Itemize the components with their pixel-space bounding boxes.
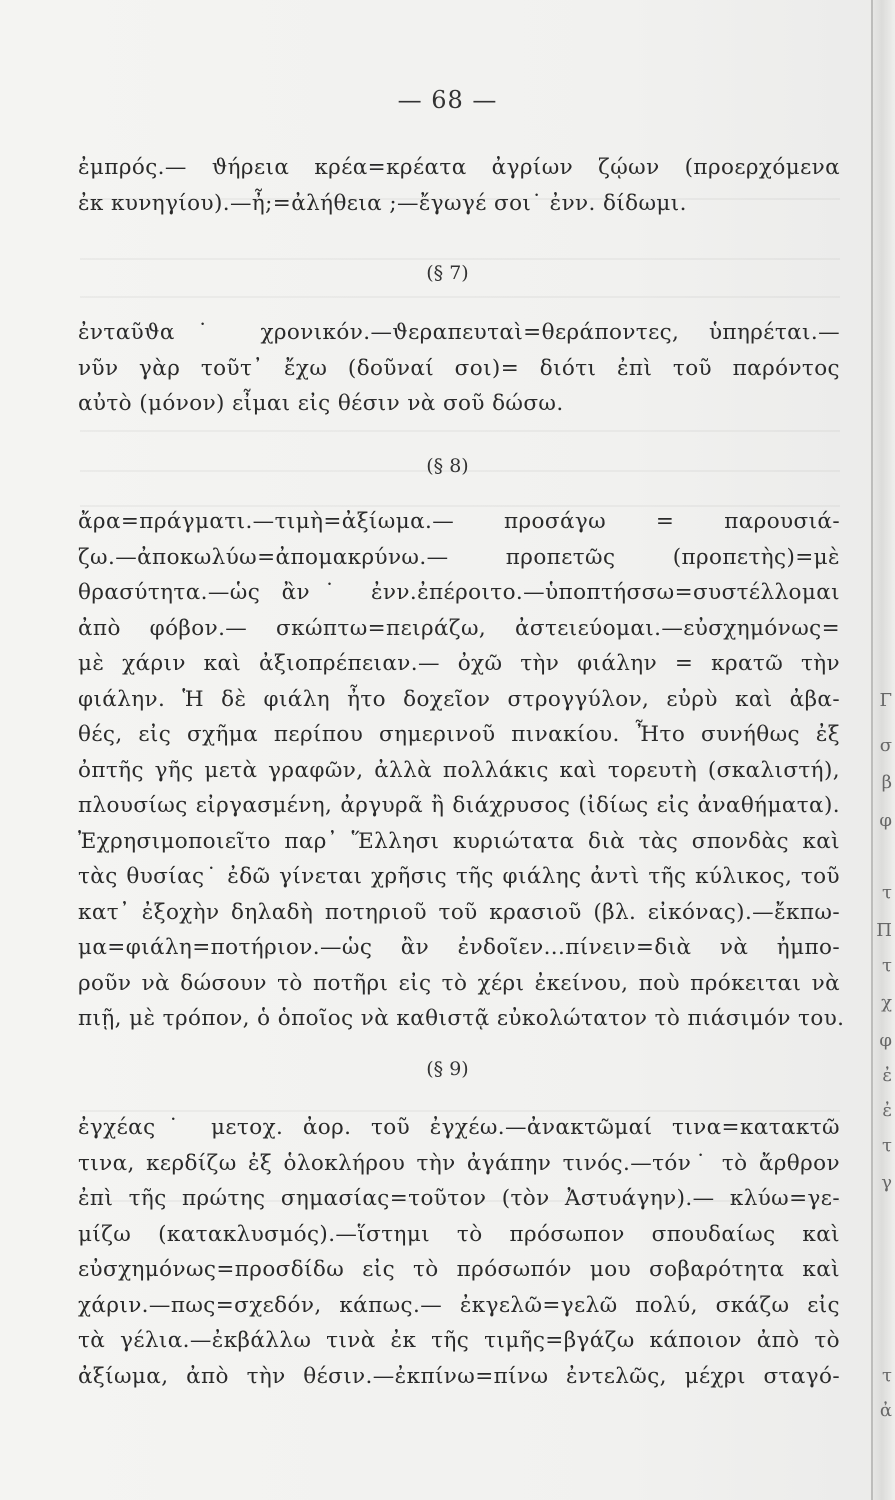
text-line: μὲ χάριν καὶ ἀξιοπρέπειαν.— ὀχῶ τὴν φιάλην = κρατῶ τὴν bbox=[78, 651, 840, 676]
text-line: κατ᾿ ἐξοχὴν δηλαδὴ ποτηριοῦ τοῦ κρασιοῦ (βλ. εἰκόνας).—ἔκπω- bbox=[78, 899, 840, 925]
section-heading-7: (§ 7) bbox=[426, 262, 469, 284]
text-line: πιῇ, μὲ τρόπον, ὁ ὁποῖος νὰ καθιστᾷ εὐκολώτατον τὸ πιάσιμόν του. bbox=[78, 1006, 845, 1031]
edge-letter: τ bbox=[882, 955, 892, 976]
edge-letter: τ bbox=[882, 882, 892, 903]
section-heading-9: (§ 9) bbox=[426, 1058, 469, 1080]
paragraph-intro bbox=[78, 150, 840, 221]
edge-letter: χ bbox=[881, 992, 892, 1013]
edge-letter: τ bbox=[882, 1135, 892, 1156]
facing-page-edge bbox=[871, 0, 895, 1500]
text-line: μα=φιάλη=ποτήριον.—ὡς ἂν ἐνδοῖεν...πίνειν=διὰ νὰ ἠμπο- bbox=[78, 935, 840, 960]
text-line: ἄρα=πράγματι.—τιμὴ=ἀξίωμα.— προσάγω = παρουσιά- bbox=[78, 509, 840, 534]
text-line: εὐσχημόνως=προσδίδω εἰς τὸ πρόσωπόν μου σοβαρότητα καὶ bbox=[78, 1257, 840, 1282]
text-line: πλουσίως εἰργασμένη, ἀργυρᾶ ἢ διάχρυσος (ἰδίως εἰς ἀναθήματα). bbox=[78, 793, 840, 818]
edge-letter: σ bbox=[879, 735, 892, 756]
text-line: θρασύτητα.—ὡς ἂν˙ ἐνν.ἐπέροιτο.—ὑποπτήσσω=συστέλλομαι bbox=[78, 580, 840, 605]
text-line: τινα, κερδίζω ἐξ ὁλοκλήρου τὴν ἀγάπην τινός.—τόν˙ τὸ ἄρθρον bbox=[78, 1150, 840, 1176]
text-line: ἀξίωμα, ἀπὸ τὴν θέσιν.—ἐκπίνω=πίνω ἐντελῶς, μέχρι σταγό- bbox=[78, 1363, 840, 1389]
section-heading-8: (§ 8) bbox=[426, 455, 469, 477]
text-line: Ἐχρησιμοποιεῖτο παρ᾿ Ἕλλησι κυριώτατα διὰ τὰς σπονδὰς καὶ bbox=[78, 828, 840, 854]
text-line: τὰς θυσίας˙ ἐδῶ γίνεται χρῆσις τῆς φιάλης ἀντὶ τῆς κύλικος, τοῦ bbox=[78, 864, 840, 889]
text-line: τὰ γέλια.—ἐκβάλλω τινὰ ἐκ τῆς τιμῆς=βγάζω κάποιον ἀπὸ τὸ bbox=[78, 1328, 840, 1353]
text-line: ἐπὶ τῆς πρώτης σημασίας=τοῦτον (τὸν Ἀστυάγην).— κλύω=γε- bbox=[78, 1186, 840, 1211]
edge-letter: Π bbox=[876, 920, 892, 941]
text-line: ἐκ κυνηγίου).—ἦ;=ἀλήθεια ;—ἔγωγέ σοι˙ ἐνν. δίδωμι. bbox=[78, 190, 687, 216]
section-7-body bbox=[78, 315, 840, 422]
text-line: μίζω (κατακλυσμός).—ἵστημι τὸ πρόσωπον σπουδαίως καὶ bbox=[78, 1221, 840, 1247]
text-line: φιάλην. Ἡ δὲ φιάλη ἦτο δοχεῖον στρογγύλον, εὐρὺ καὶ ἀβα- bbox=[78, 686, 840, 712]
text-line: ἐνταῦϑα˙ χρονικόν.—ϑεραπευταὶ=θεράποντες, ὑπηρέται.— bbox=[78, 320, 840, 345]
page-number: — 68 — bbox=[397, 86, 498, 114]
text-line: θές, εἰς σχῆμα περίπου σημερινοῦ πινακίου. Ἦτο συνήθως ἐξ bbox=[78, 722, 840, 747]
section-8-body bbox=[78, 504, 845, 1037]
text-line: νῦν γὰρ τοῦτ᾿ ἔχω (δοῦναί σοι)= διότι ἐπὶ τοῦ παρόντος bbox=[78, 355, 840, 381]
text-line: χάριν.—πως=σχεδόν, κάπως.— ἐκγελῶ=γελῶ πολύ, σκάζω εἰς bbox=[78, 1292, 840, 1318]
text-line: ζω.—ἀποκωλύω=ἀπομακρύνω.— προπετῶς (προπετὴς)=μὲ bbox=[78, 544, 840, 570]
edge-letter: φ bbox=[879, 810, 892, 831]
text-line: αὐτὸ (μόνον) εἶμαι εἰς θέσιν νὰ σοῦ δώσω. bbox=[78, 391, 564, 416]
edge-letter: φ bbox=[879, 1030, 892, 1051]
edge-letter: γ bbox=[881, 1172, 892, 1193]
text-line: ἀπὸ φόβον.— σκώπτω=πειράζω, ἀστειεύομαι.—εὐσχημόνως= bbox=[78, 615, 840, 641]
edge-letter: ἐ bbox=[882, 1065, 892, 1086]
edge-letter: ἐ bbox=[882, 1100, 892, 1121]
edge-letter: Γ bbox=[879, 690, 892, 711]
edge-letter: β bbox=[881, 772, 892, 793]
edge-letter: ἀ bbox=[879, 1400, 892, 1421]
text-line: ἐμπρός.— ϑήρεια κρέα=κρέατα ἀγρίων ζῴων (προερχόμενα bbox=[78, 155, 840, 180]
text-line: ὀπτῆς γῆς μετὰ γραφῶν, ἀλλὰ πολλάκις καὶ τορευτὴ (σκαλιστή), bbox=[78, 757, 840, 783]
section-9-body bbox=[78, 1110, 840, 1394]
text-line: ροῦν νὰ δώσουν τὸ ποτῆρι εἰς τὸ χέρι ἐκείνου, ποὺ πρόκειται νὰ bbox=[78, 970, 840, 996]
edge-letter: τ bbox=[882, 1365, 892, 1386]
text-line: ἐγχέας˙ μετοχ. ἀορ. τοῦ ἐγχέω.—ἀνακτῶμαί τινα=κατακτῶ bbox=[78, 1115, 840, 1140]
